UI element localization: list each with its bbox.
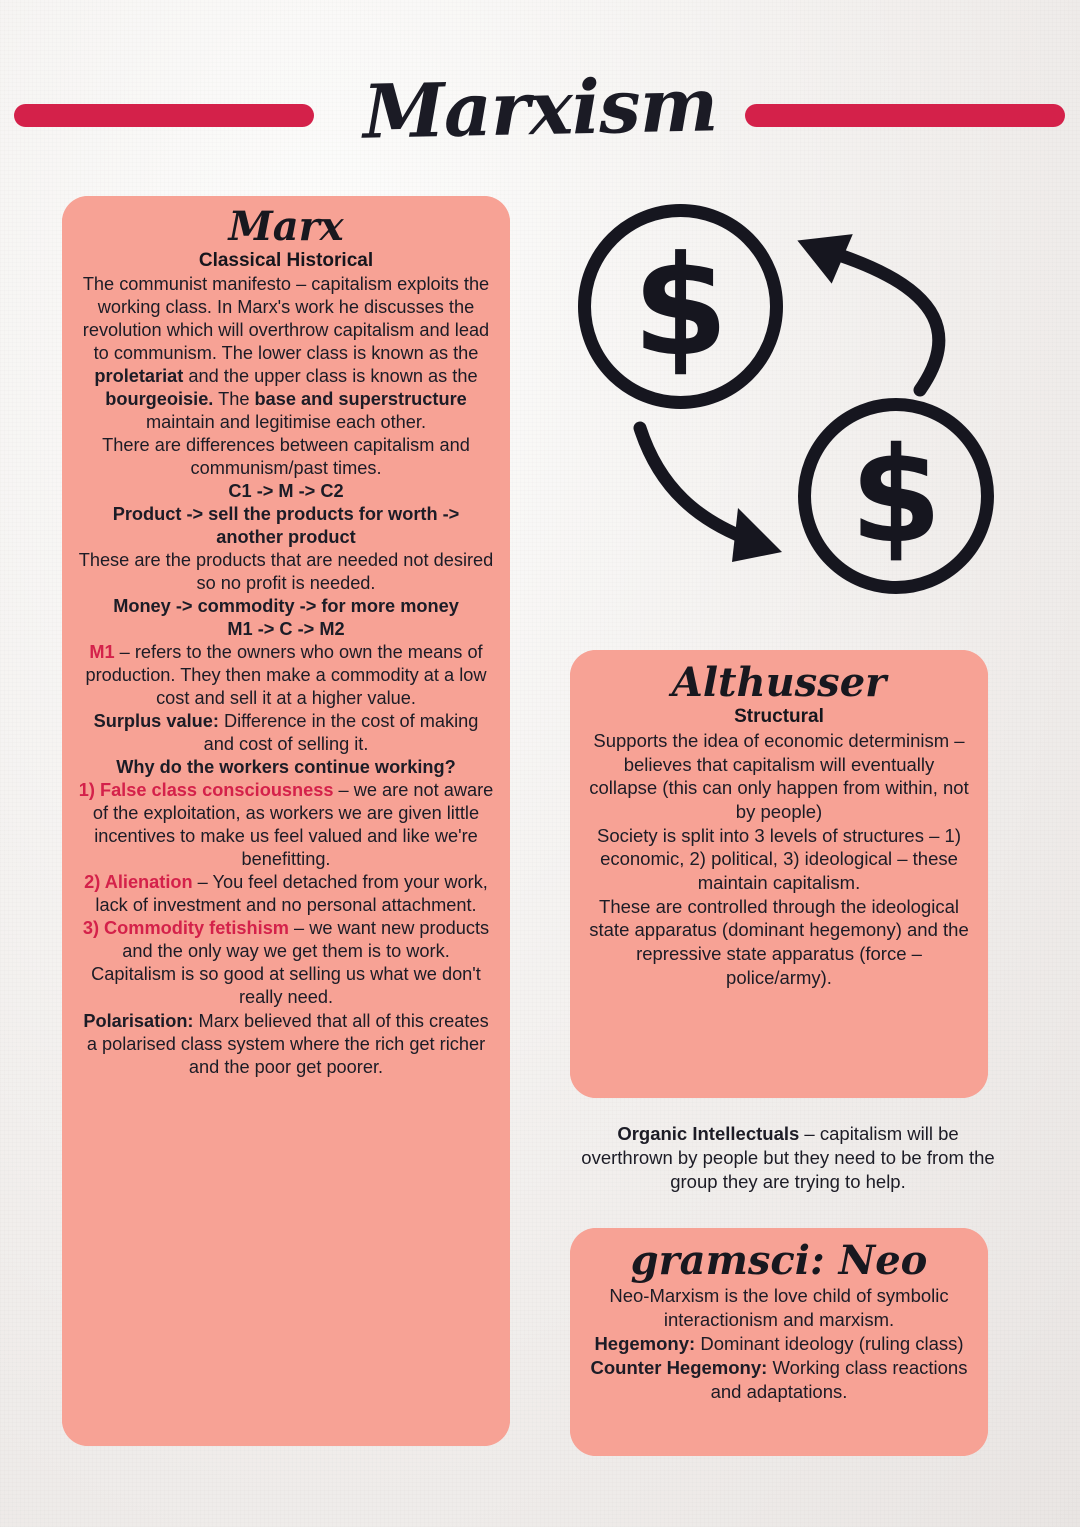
organic-intellectuals-note <box>578 1122 998 1194</box>
marx-polarisation-text: Marx believed that all of this creates a polarised class system where the rich get richer and the poor get poorer. <box>86 1010 489 1077</box>
dollar-symbol-top: $ <box>632 225 729 387</box>
marx-point-2 <box>78 871 494 917</box>
marx-paragraph-2: There are differences between capitalism and communism/past times. <box>102 435 470 479</box>
marx-point-2-text: – You feel detached from your work, lack of investment and no personal attachment. <box>95 872 488 916</box>
page-title: Marxism <box>362 62 718 156</box>
marx-surplus-text: Difference in the cost of making and cost of selling it. <box>203 711 479 755</box>
althusser-card <box>570 650 988 1098</box>
marx-question: Why do the workers continue working? <box>116 757 456 778</box>
marx-polarisation-label: Polarisation: <box>83 1010 194 1031</box>
althusser-paragraph-1: Supports the idea of economic determinism – believes that capitalism will eventually collapse (this can only happen from within, not by people) <box>589 730 969 823</box>
curved-arrow-up-shaft <box>830 252 939 390</box>
marx-p1-b: and the upper class is known as the <box>183 366 478 387</box>
marx-p1-d: maintain and legitimise each other. <box>145 412 427 433</box>
marx-m1-text: – refers to the owners who own the means of production. They then make a commodity at a low cost and sell it at a higher value. <box>85 642 487 709</box>
marx-formula-m1cm2-label: Money -> commodity -> for more money <box>113 596 459 617</box>
gramsci-card-content <box>570 1228 988 1456</box>
gramsci-counter-hegemony-label: Counter Hegemony: <box>590 1357 768 1379</box>
marx-paragraph-3: These are the products that are needed not desired so no profit is needed. <box>78 550 494 594</box>
marx-formula-c1mc2-label: Product -> sell the products for worth -> another product <box>112 504 460 548</box>
marx-m1-label: M1 <box>89 642 115 663</box>
marx-card-title: Marx <box>228 203 344 250</box>
gramsci-paragraph-1: Neo-Marxism is the love child of symbolic interactionism and marxism. <box>609 1285 949 1331</box>
dollar-symbol-bottom: $ <box>850 419 942 573</box>
gramsci-counter-hegemony-text: Working class reactions and adaptations. <box>710 1357 968 1403</box>
gramsci-hegemony-text: Dominant ideology (ruling class) <box>695 1333 964 1355</box>
marx-subheading: Classical Historical <box>198 250 374 271</box>
marx-surplus-label: Surplus value: <box>93 711 219 732</box>
page-title-row <box>0 46 1080 166</box>
althusser-paragraph-3: These are controlled through the ideological state apparatus (dominant hegemony) and the repressive state apparatus (force – police/army). <box>589 895 969 988</box>
marx-p1-proletariat: proletariat <box>94 366 184 387</box>
marx-point-1-text: – we are not aware of the exploitation, as workers we are given little incentives to make us feel valued and like we're benefitting. <box>92 780 494 870</box>
althusser-subheading: Structural <box>734 706 824 727</box>
marx-formula-m1cm2: M1 -> C -> M2 <box>227 619 345 640</box>
althusser-card-content <box>570 650 988 1098</box>
marx-paragraph-1 <box>78 273 494 434</box>
marx-card-content <box>62 196 510 1446</box>
cycle-arrows <box>560 190 1020 630</box>
money-cycle-diagram <box>560 190 1020 630</box>
organic-intellectuals-text: – capitalism will be overthrown by people but they need to be from the group they are trying to help. <box>581 1123 995 1193</box>
gramsci-hegemony-label: Hegemony: <box>594 1333 696 1355</box>
althusser-paragraph-2: Society is split into 3 levels of structures – 1) economic, 2) political, 3) ideological – these maintain capitalism. <box>597 824 961 894</box>
marx-point-1 <box>78 779 494 871</box>
curved-arrow-down-head <box>732 508 782 562</box>
marx-p1-c: The <box>213 389 255 410</box>
marx-formula-c1mc2: C1 -> M -> C2 <box>228 481 344 502</box>
gramsci-counter-hegemony <box>588 1356 970 1404</box>
gramsci-hegemony <box>588 1332 970 1356</box>
marx-m1-explanation <box>78 641 494 710</box>
marx-point-3-text: – we want new products and the only way we get them is to work. Capitalism is so good at selling us what we don't really need. <box>91 918 490 1008</box>
gramsci-card <box>570 1228 988 1456</box>
marx-point-1-label: 1) False class consciousness <box>78 780 334 801</box>
marx-card <box>62 196 510 1446</box>
marx-surplus-value <box>78 710 494 756</box>
marx-p1-a: The communist manifesto – capitalism exploits the working class. In Marx's work he discusses the revolution which will overthrow capitalism and lead to communism. The lower class is known as the <box>82 274 490 364</box>
gramsci-card-title: gramsci: Neo <box>630 1237 928 1284</box>
organic-intellectuals-label: Organic Intellectuals <box>617 1123 800 1144</box>
marx-p1-bourgeoisie: bourgeoisie. <box>105 389 214 410</box>
marx-p1-base-superstructure: base and superstructure <box>254 389 467 410</box>
marx-point-3-label: 3) Commodity fetishism <box>82 918 289 939</box>
marx-point-3 <box>78 917 494 1009</box>
althusser-card-title: Althusser <box>671 659 887 706</box>
curved-arrow-down-shaft <box>640 428 745 538</box>
marx-point-2-label: 2) Alienation <box>84 872 193 893</box>
marx-polarisation <box>78 1010 494 1079</box>
